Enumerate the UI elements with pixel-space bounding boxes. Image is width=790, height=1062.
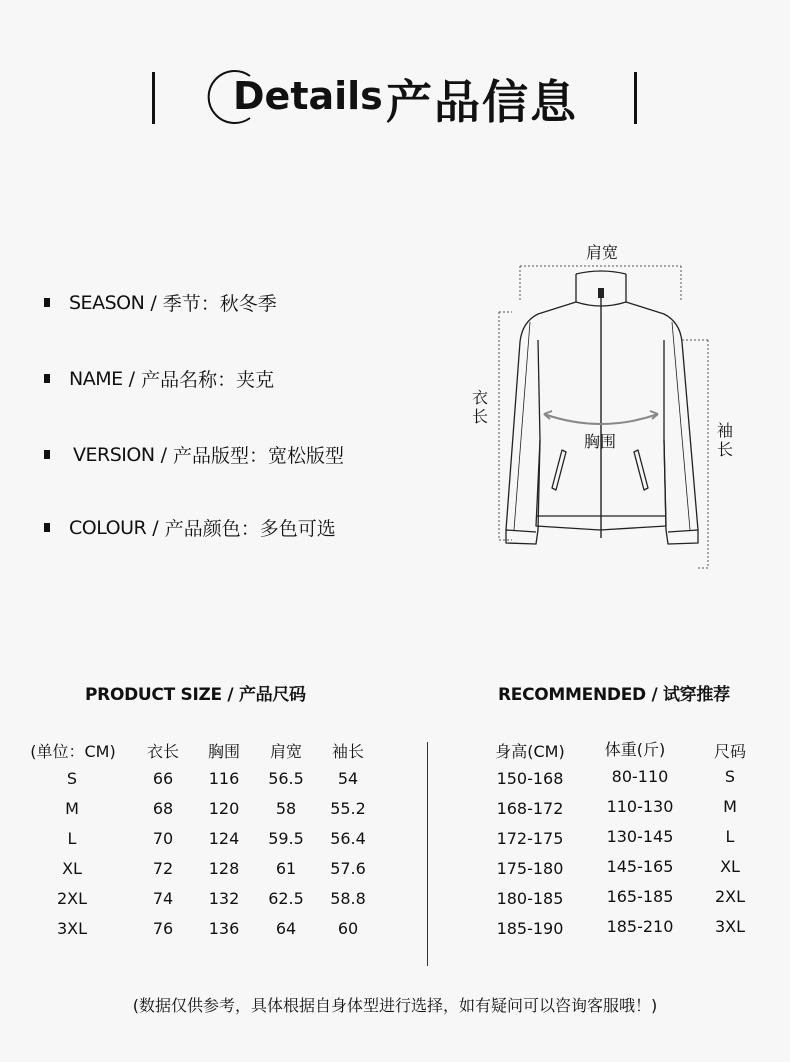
- table-cell: 61: [275, 859, 297, 878]
- sleeve-label: 袖长: [716, 421, 733, 459]
- spec-sep: /: [144, 291, 163, 314]
- length-label: 衣长: [471, 388, 488, 426]
- chest-label: 胸围: [584, 432, 617, 451]
- shoulder-label: 肩宽: [586, 243, 619, 262]
- table-cell: S: [66, 769, 78, 788]
- table-cell: 76: [152, 919, 174, 938]
- spec-key: 季节：: [162, 293, 220, 315]
- spec-sep: /: [154, 443, 174, 466]
- spec-value: 夹克: [236, 369, 275, 391]
- table-cell: 64: [275, 919, 297, 938]
- table-cell: 128: [208, 859, 240, 878]
- table-cell: 60: [337, 919, 359, 938]
- table-cell: 136: [208, 919, 240, 938]
- table-cell: 56.4: [330, 829, 366, 848]
- table-divider: [427, 742, 428, 966]
- table-cell: 56.5: [268, 769, 304, 788]
- table-cell: 70: [152, 829, 174, 848]
- table-header: 衣长: [146, 742, 179, 761]
- spec-version: [44, 441, 344, 468]
- bullet-icon: [44, 450, 50, 459]
- header-left-bar: [152, 72, 155, 124]
- table-cell: 62.5: [268, 889, 304, 908]
- table-header: 肩宽: [269, 742, 302, 761]
- spec-label: SEASON: [69, 291, 145, 314]
- table-cell: S: [724, 767, 736, 786]
- table-cell: 2XL: [714, 887, 746, 906]
- table-cell: 150-168: [496, 769, 564, 788]
- spec-value: 多色可选: [259, 518, 336, 540]
- table-header: 体重(斤): [604, 740, 666, 759]
- spec-label: NAME: [69, 367, 123, 390]
- table-header: 尺码: [713, 742, 746, 761]
- table-cell: 58.8: [330, 889, 366, 908]
- spec-sep: /: [146, 516, 165, 539]
- table-cell: 72: [152, 859, 174, 878]
- table-cell: 2XL: [56, 889, 88, 908]
- table-header: 身高(CM): [495, 742, 565, 761]
- table-cell: 185-190: [496, 919, 564, 938]
- table-cell: 57.6: [330, 859, 366, 878]
- table-cell: 120: [208, 799, 240, 818]
- spec-sep: /: [122, 367, 142, 390]
- footer-note: (数据仅供参考，具体根据自身体型进行选择，如有疑问可以咨询客服哦！): [132, 996, 658, 1015]
- table-cell: XL: [720, 857, 740, 876]
- table-cell: 165-185: [606, 887, 674, 906]
- table-cell: 124: [208, 829, 240, 848]
- table-cell: 130-145: [606, 827, 674, 846]
- header-title-cn: 产品信息: [386, 75, 578, 129]
- spec-key: 产品名称：: [141, 369, 237, 391]
- table-cell: 116: [208, 769, 240, 788]
- size-table-title: PRODUCT SIZE / 产品尺码: [85, 685, 306, 705]
- table-cell: 180-185: [496, 889, 564, 908]
- table-cell: 54: [337, 769, 359, 788]
- table-header: 胸围: [207, 742, 240, 761]
- jacket-measurement-diagram: [440, 230, 770, 580]
- table-cell: 185-210: [606, 917, 674, 936]
- spec-label: VERSION: [73, 443, 155, 466]
- bullet-icon: [44, 374, 50, 383]
- spec-value: 秋冬季: [219, 293, 277, 315]
- table-header: (单位：CM): [30, 742, 116, 761]
- table-cell: L: [725, 827, 735, 846]
- table-cell: 132: [208, 889, 240, 908]
- table-cell: 168-172: [496, 799, 564, 818]
- spec-label: COLOUR: [69, 516, 147, 539]
- table-cell: M: [65, 799, 79, 818]
- table-cell: 172-175: [496, 829, 564, 848]
- table-header: 袖长: [331, 742, 364, 761]
- recommended-table-title: RECOMMENDED / 试穿推荐: [498, 685, 730, 705]
- table-cell: 68: [152, 799, 174, 818]
- table-cell: 145-165: [606, 857, 674, 876]
- table-cell: 66: [152, 769, 174, 788]
- spec-key: 产品颜色：: [164, 518, 260, 540]
- table-cell: 80-110: [611, 767, 669, 786]
- spec-value: 宽松版型: [268, 445, 345, 467]
- spec-colour: [44, 514, 336, 541]
- table-cell: 58: [275, 799, 297, 818]
- table-cell: 74: [152, 889, 174, 908]
- spec-key: 产品版型：: [173, 445, 269, 467]
- spec-season: [44, 289, 277, 316]
- bullet-icon: [44, 298, 50, 307]
- table-cell: M: [723, 797, 737, 816]
- bullet-icon: [44, 523, 50, 532]
- header-right-bar: [634, 72, 637, 124]
- table-cell: 110-130: [606, 797, 674, 816]
- table-cell: L: [67, 829, 77, 848]
- table-cell: XL: [62, 859, 82, 878]
- table-cell: 59.5: [268, 829, 304, 848]
- jacket-outline-icon: [440, 230, 770, 580]
- header-title-en: Details: [233, 74, 383, 118]
- table-cell: 3XL: [56, 919, 88, 938]
- spec-name: [44, 365, 274, 392]
- table-cell: 3XL: [714, 917, 746, 936]
- table-cell: 175-180: [496, 859, 564, 878]
- table-cell: 55.2: [330, 799, 366, 818]
